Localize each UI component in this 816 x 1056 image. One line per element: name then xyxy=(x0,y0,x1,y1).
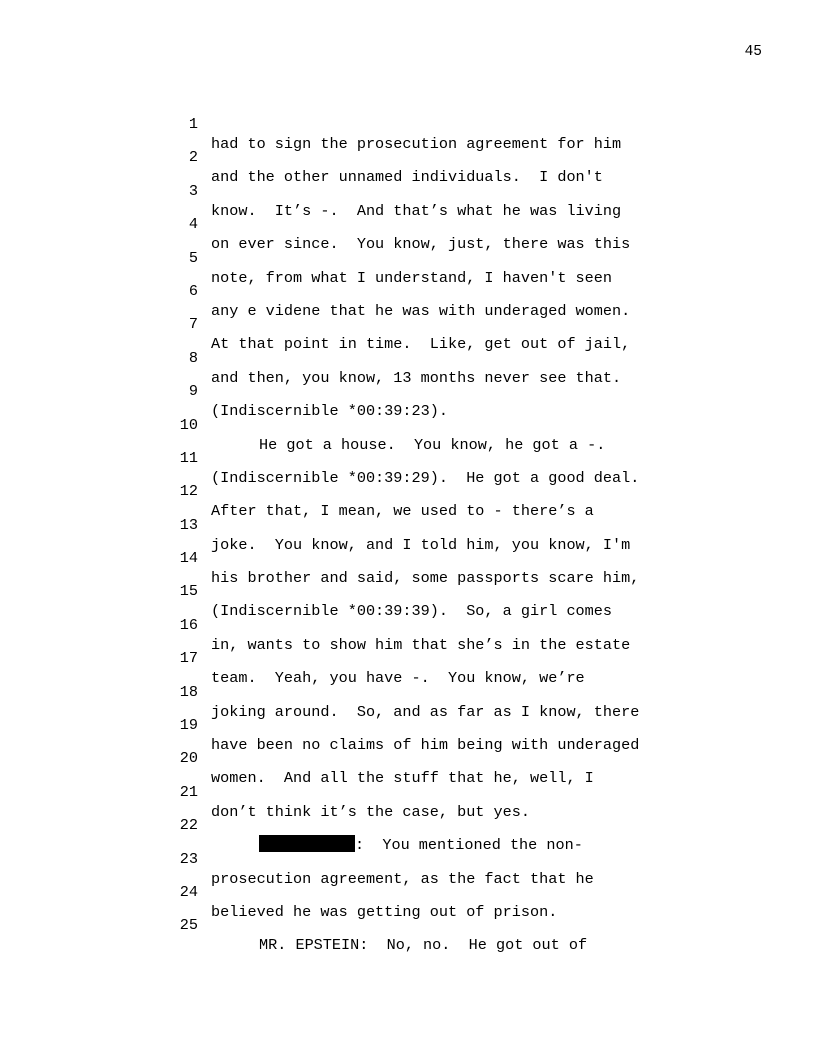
transcript-line xyxy=(0,662,816,721)
transcript-line xyxy=(0,728,816,788)
line-number: 5 xyxy=(188,248,198,267)
line-number: 4 xyxy=(188,215,198,234)
line-text: his brother and said, some passports scare him, xyxy=(211,569,640,588)
transcript-line xyxy=(0,261,816,320)
transcript-line xyxy=(0,595,816,654)
line-number: 1 xyxy=(188,115,198,133)
transcript-line xyxy=(0,328,816,387)
line-text: (Indiscernible *00:39:39). So, a girl comes xyxy=(211,602,613,621)
line-text: team. Yeah, you have -. You know, we’re xyxy=(211,669,585,688)
transcript-line xyxy=(0,428,816,487)
line-text: (Indiscernible *00:39:23). xyxy=(211,402,448,421)
transcript-line xyxy=(0,862,816,921)
transcript-line xyxy=(0,294,816,354)
line-number: 25 xyxy=(179,916,198,935)
transcript-line xyxy=(0,795,816,855)
line-number: 21 xyxy=(179,782,198,801)
line-text: in, wants to show him that she’s in the estate xyxy=(211,635,631,654)
transcript-line xyxy=(0,194,816,254)
transcript-line xyxy=(0,895,816,955)
line-number: 6 xyxy=(188,281,198,300)
transcript-line xyxy=(0,528,816,588)
line-number: 24 xyxy=(179,882,198,901)
transcript-line xyxy=(0,127,816,187)
line-text: and then, you know, 13 months never see that. xyxy=(211,368,622,387)
line-number: 3 xyxy=(188,181,198,200)
line-number: 2 xyxy=(188,148,198,167)
transcript-line xyxy=(0,628,816,688)
line-text: have been no claims of him being with underaged xyxy=(211,736,640,755)
transcript-line xyxy=(0,461,816,521)
transcript-line xyxy=(0,361,816,421)
line-text: on ever since. You know, just, there was this xyxy=(211,235,631,254)
line-text: had to sign the prosecution agreement for him xyxy=(211,135,622,153)
line-text-content: He got a house. You know, he got a -. xyxy=(259,435,606,454)
line-number: 17 xyxy=(179,649,198,668)
line-number: 7 xyxy=(188,315,198,334)
transcript-line xyxy=(0,695,816,755)
transcript-line xyxy=(0,228,816,287)
line-text: At that point in time. Like, get out of jail, xyxy=(211,335,631,354)
line-number: 13 xyxy=(179,515,198,534)
line-number: 18 xyxy=(179,682,198,701)
line-number: 10 xyxy=(179,415,198,434)
line-number: 20 xyxy=(179,749,198,768)
line-text: know. It’s -. And that’s what he was living xyxy=(211,201,622,220)
line-number: 11 xyxy=(179,448,198,467)
line-text xyxy=(211,935,587,955)
line-number: 23 xyxy=(179,849,198,868)
line-text: joking around. So, and as far as I know, there xyxy=(211,702,640,721)
line-text: joke. You know, and I told him, you know, I'm xyxy=(211,535,631,554)
transcript-line xyxy=(0,395,816,454)
line-number: 9 xyxy=(188,382,198,401)
line-text: and the other unnamed individuals. I don't xyxy=(211,168,603,187)
line-text-content: : You mentioned the non- xyxy=(355,836,583,855)
transcript-line xyxy=(0,829,816,888)
line-text: any e videne that he was with underaged women. xyxy=(211,301,631,320)
line-text-content: MR. EPSTEIN: No, no. He got out of xyxy=(259,936,588,955)
line-number: 8 xyxy=(188,348,198,367)
line-text: women. And all the stuff that he, well, I xyxy=(211,769,594,788)
transcript-line xyxy=(0,561,816,621)
transcript-line xyxy=(0,94,816,153)
line-text: After that, I mean, we used to - there’s a xyxy=(211,502,594,521)
line-text: (Indiscernible *00:39:29). He got a good deal. xyxy=(211,468,640,487)
line-text: note, from what I understand, I haven't seen xyxy=(211,268,613,287)
page-number: 45 xyxy=(744,44,762,60)
line-text: prosecution agreement, as the fact that he xyxy=(211,869,594,888)
line-number: 22 xyxy=(179,816,198,835)
transcript-line xyxy=(0,495,816,554)
line-text: don’t think it’s the case, but yes. xyxy=(211,802,530,821)
line-number: 14 xyxy=(179,549,198,568)
transcript-body xyxy=(0,94,816,955)
line-number: 12 xyxy=(179,482,198,501)
line-number: 15 xyxy=(179,582,198,601)
transcript-line xyxy=(0,762,816,821)
transcript-line xyxy=(0,161,816,220)
line-number: 16 xyxy=(179,615,198,634)
line-text: believed he was getting out of prison. xyxy=(211,902,558,921)
line-number: 19 xyxy=(179,716,198,735)
